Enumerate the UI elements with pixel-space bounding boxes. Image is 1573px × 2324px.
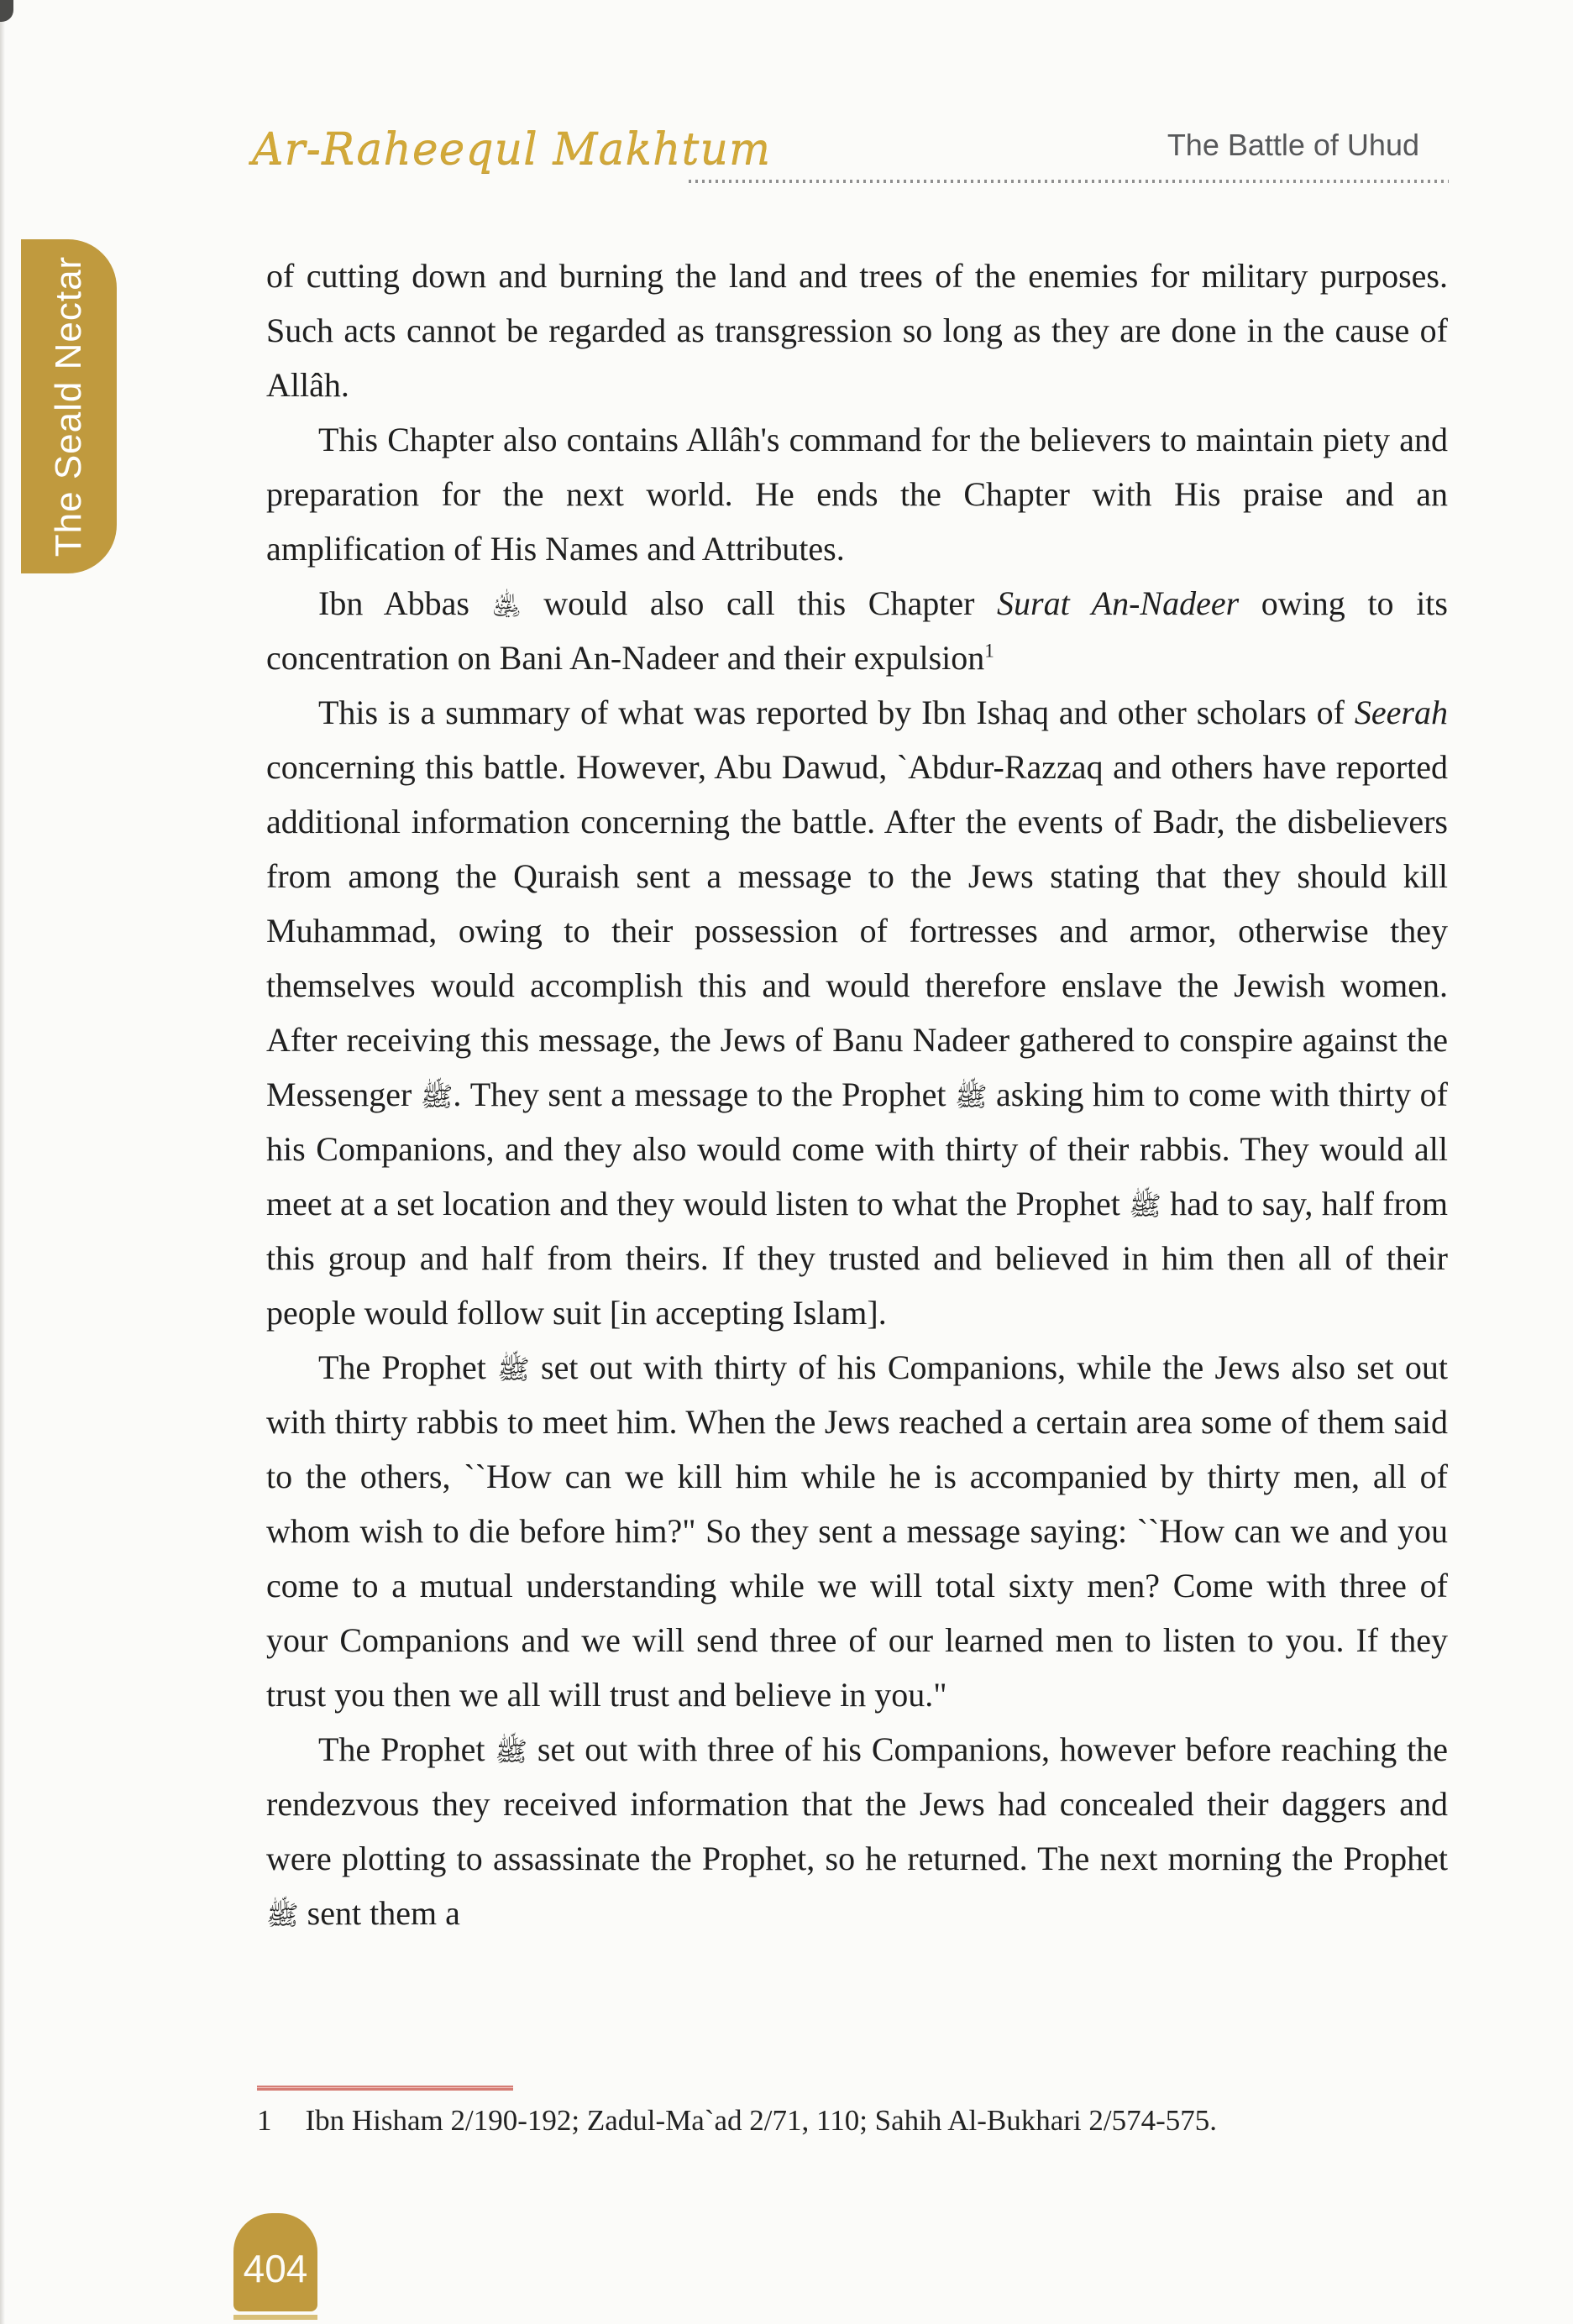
paragraph: This Chapter also contains Allâh's command for the believers to maintain piety and preparation for the next world. He ends the Chapter with His praise and an amplification of His Names and Attributes. bbox=[266, 421, 1448, 568]
footnote-reference: 1 bbox=[984, 640, 994, 662]
footnote-marker: 1 bbox=[257, 2104, 272, 2137]
header-dotted-rule bbox=[689, 180, 1449, 183]
page-number-badge bbox=[233, 2213, 317, 2311]
honorific-symbol: ﷺ bbox=[266, 1899, 299, 1931]
paragraph: of cutting down and burning the land and trees of the enemies for military purposes. Such acts cannot be regarded as transgression so long as they are done in the cause of Allâh. bbox=[266, 257, 1448, 404]
sidebar-tab-label: The Seald Nectar bbox=[48, 255, 89, 557]
chapter-title: The Battle of Uhud bbox=[1167, 128, 1419, 162]
honorific-symbol: ﷺ bbox=[1129, 1190, 1161, 1222]
paragraph: Ibn Abbas ﵁ would also call this Chapter Surat An-Nadeer owing to its concentration on Bani An-Nadeer and their expulsion$^1$ bbox=[266, 584, 1448, 677]
paragraph: The Prophet ﷺ set out with three of his Companions, however before reaching the rendezvous they received information that the Jews had concealed their daggers and were plotting to assassinate the Prophet, so he returned. The next morning the Prophet ﷺ sent them a bbox=[266, 1730, 1448, 1932]
honorific-symbol: ﷺ bbox=[495, 1735, 528, 1767]
book-title-script: Ar-Raheequl Makhtum bbox=[252, 124, 772, 175]
sidebar-tab bbox=[21, 239, 117, 573]
scan-page-edge bbox=[0, 0, 5, 2324]
honorific-symbol: ﷺ bbox=[420, 1081, 454, 1112]
scan-corner-speck bbox=[0, 0, 13, 22]
honorific-symbol: ﷺ bbox=[497, 1353, 530, 1385]
footnote-rule bbox=[257, 2086, 513, 2091]
footnote bbox=[257, 2104, 1450, 2138]
footnote-text: Ibn Hisham 2/190-192; Zadul-Ma`ad 2/71, 110; Sahih Al-Bukhari 2/574-575. bbox=[305, 2104, 1218, 2137]
honorific-symbol: ﵁ bbox=[491, 589, 522, 621]
page-number-underline bbox=[233, 2315, 317, 2320]
honorific-symbol: ﷺ bbox=[954, 1081, 988, 1112]
paragraph: The Prophet ﷺ set out with thirty of his Companions, while the Jews also set out with thirty rabbis to meet him. When the Jews reached a certain area some of them said to the others, ``How can we kill him while he is accompanied by thirty men, all of whom wish to die before him?" So they sent a message saying: ``How can we and you come to a mutual understanding while we will total sixty men? Come with three of your Companions and we will send three of our learned men to listen to you. If they trust you then we all will trust and believe in you." bbox=[266, 1348, 1448, 1714]
page-number: 404 bbox=[243, 2246, 308, 2290]
body-text bbox=[266, 249, 1448, 1940]
paragraph: This is a summary of what was reported by Ibn Ishaq and other scholars of Seerah concerning this battle. However, Abu Dawud, `Abdur-Razzaq and others have reported additional information concerning the battle. After the events of Badr, the disbelievers from among the Quraish sent a message to the Jews stating that they should kill Muhammad, owing to their possession of fortresses and armor, otherwise they themselves would accomplish this and would therefore enslave the Jewish women. After receiving this message, the Jews of Banu Nadeer gathered to conspire against the Messenger ﷺ. They sent a message to the Prophet ﷺ asking him to come with thirty of his Companions, and they also would come with thirty of their rabbis. They would all meet at a set location and they would listen to what the Prophet ﷺ had to say, half from this group and half from theirs. If they trusted and believed in him then all of their people would follow suit [in accepting Islam]. bbox=[266, 694, 1449, 1332]
